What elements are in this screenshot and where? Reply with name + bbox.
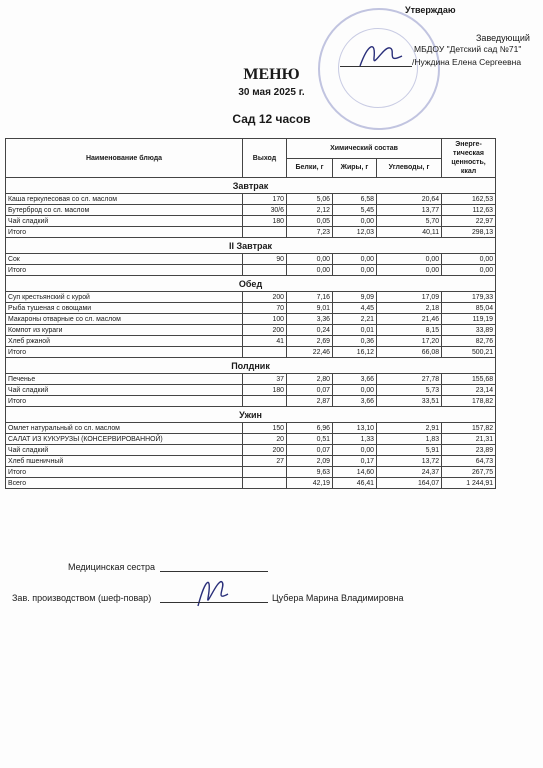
dish-output: 20	[243, 434, 287, 445]
table-row	[6, 385, 496, 396]
energy-value: 82,76	[442, 336, 496, 347]
dish-output: 170	[243, 194, 287, 205]
fat-value: 6,58	[333, 194, 377, 205]
protein-value: 9,01	[287, 303, 333, 314]
table-row	[6, 336, 496, 347]
section-title: II Завтрак	[6, 238, 496, 254]
table-row	[6, 456, 496, 467]
section-header-row	[6, 276, 496, 292]
fat-value: 0,01	[333, 325, 377, 336]
dish-output	[243, 467, 287, 478]
fat-value: 2,21	[333, 314, 377, 325]
section-title: Полдник	[6, 358, 496, 374]
energy-value: 179,33	[442, 292, 496, 303]
carbs-value: 13,77	[377, 205, 442, 216]
energy-value: 0,00	[442, 265, 496, 276]
carbs-value: 0,00	[377, 265, 442, 276]
protein-value: 3,36	[287, 314, 333, 325]
section-header-row	[6, 178, 496, 194]
dish-output: 200	[243, 445, 287, 456]
carbs-value: 0,00	[377, 254, 442, 265]
energy-value: 22,97	[442, 216, 496, 227]
dish-output: 30/6	[243, 205, 287, 216]
dish-name: Бутерброд со сл. маслом	[6, 205, 243, 216]
protein-value: 42,19	[287, 478, 333, 489]
energy-value: 1 244,91	[442, 478, 496, 489]
header-chemical: Химический состав	[287, 139, 442, 159]
chef-label: Зав. производством (шеф-повар)	[12, 593, 152, 603]
approval-name: /Нуждина Елена Сергеевна	[412, 57, 522, 67]
section-header-row	[6, 358, 496, 374]
dish-output: 100	[243, 314, 287, 325]
energy-value: 33,89	[442, 325, 496, 336]
dish-output: 180	[243, 216, 287, 227]
protein-value: 7,23	[287, 227, 333, 238]
dish-output: 200	[243, 325, 287, 336]
fat-value: 5,45	[333, 205, 377, 216]
group-name: Сад 12 часов	[232, 112, 311, 126]
table-row	[6, 205, 496, 216]
dish-output: 27	[243, 456, 287, 467]
dish-name: Чай сладкий	[6, 385, 243, 396]
fat-value: 0,36	[333, 336, 377, 347]
energy-value: 64,73	[442, 456, 496, 467]
page-title: МЕНЮ	[243, 66, 300, 83]
fat-value: 3,66	[333, 396, 377, 407]
carbs-value: 1,83	[377, 434, 442, 445]
carbs-value: 5,73	[377, 385, 442, 396]
fat-value: 0,00	[333, 445, 377, 456]
section-header-row	[6, 407, 496, 423]
carbs-value: 8,15	[377, 325, 442, 336]
fat-value: 0,00	[333, 216, 377, 227]
dish-name: Сок	[6, 254, 243, 265]
protein-value: 0,24	[287, 325, 333, 336]
carbs-value: 17,09	[377, 292, 442, 303]
table-row	[6, 434, 496, 445]
table-row	[6, 216, 496, 227]
protein-value: 2,87	[287, 396, 333, 407]
table-row	[6, 423, 496, 434]
protein-value: 0,00	[287, 265, 333, 276]
energy-value: 500,21	[442, 347, 496, 358]
dish-name: Омлет натуральный со сл. маслом	[6, 423, 243, 434]
protein-value: 5,06	[287, 194, 333, 205]
table-row	[6, 292, 496, 303]
fat-value: 3,66	[333, 374, 377, 385]
fat-value: 4,45	[333, 303, 377, 314]
energy-value: 112,63	[442, 205, 496, 216]
carbs-value: 66,08	[377, 347, 442, 358]
header-fat: Жиры, г	[333, 158, 377, 178]
section-title: Завтрак	[6, 178, 496, 194]
section-header-row	[6, 238, 496, 254]
fat-value: 0,00	[333, 265, 377, 276]
dish-output	[243, 478, 287, 489]
protein-value: 22,46	[287, 347, 333, 358]
dish-output	[243, 227, 287, 238]
dish-output: 70	[243, 303, 287, 314]
dish-name: Чай сладкий	[6, 216, 243, 227]
carbs-value: 40,11	[377, 227, 442, 238]
table-row	[6, 445, 496, 456]
header-protein: Белки, г	[287, 158, 333, 178]
energy-value: 23,14	[442, 385, 496, 396]
protein-value: 2,80	[287, 374, 333, 385]
nurse-signature-line	[160, 571, 268, 572]
approval-role: Заведующий	[476, 33, 530, 43]
protein-value: 6,96	[287, 423, 333, 434]
table-row	[6, 374, 496, 385]
fat-value: 16,12	[333, 347, 377, 358]
energy-value: 85,04	[442, 303, 496, 314]
energy-value: 298,13	[442, 227, 496, 238]
energy-value: 23,89	[442, 445, 496, 456]
energy-value: 155,68	[442, 374, 496, 385]
carbs-value: 27,78	[377, 374, 442, 385]
table-row	[6, 265, 496, 276]
protein-value: 2,12	[287, 205, 333, 216]
energy-value: 162,53	[442, 194, 496, 205]
menu-date: 30 мая 2025 г.	[238, 87, 305, 98]
nurse-label: Медицинская сестра	[68, 562, 155, 572]
dish-name: Хлеб ржаной	[6, 336, 243, 347]
table-row	[6, 467, 496, 478]
protein-value: 9,63	[287, 467, 333, 478]
carbs-value: 13,72	[377, 456, 442, 467]
dish-output: 41	[243, 336, 287, 347]
carbs-value: 33,51	[377, 396, 442, 407]
protein-value: 0,07	[287, 385, 333, 396]
dish-name: Макароны отварные со сл. маслом	[6, 314, 243, 325]
fat-value: 0,00	[333, 254, 377, 265]
dish-output: 200	[243, 292, 287, 303]
table-row	[6, 227, 496, 238]
table-row	[6, 396, 496, 407]
dish-name: Итого	[6, 227, 243, 238]
table-row	[6, 314, 496, 325]
chef-name: Цубера Марина Владимировна	[272, 593, 404, 603]
header-dish-name: Наименование блюда	[6, 139, 243, 178]
dish-output: 37	[243, 374, 287, 385]
energy-value: 0,00	[442, 254, 496, 265]
table-row	[6, 303, 496, 314]
dish-output	[243, 265, 287, 276]
fat-value: 46,41	[333, 478, 377, 489]
carbs-value: 164,07	[377, 478, 442, 489]
section-title: Обед	[6, 276, 496, 292]
fat-value: 1,33	[333, 434, 377, 445]
table-row	[6, 325, 496, 336]
dish-output	[243, 396, 287, 407]
dish-name: САЛАТ ИЗ КУКУРУЗЫ (КОНСЕРВИРОВАННОЙ)	[6, 434, 243, 445]
fat-value: 14,60	[333, 467, 377, 478]
energy-value: 157,82	[442, 423, 496, 434]
dish-name: Рыба тушеная с овощами	[6, 303, 243, 314]
fat-value: 9,09	[333, 292, 377, 303]
carbs-value: 2,91	[377, 423, 442, 434]
protein-value: 7,16	[287, 292, 333, 303]
fat-value: 12,03	[333, 227, 377, 238]
table-row	[6, 254, 496, 265]
energy-value: 119,19	[442, 314, 496, 325]
dish-output	[243, 347, 287, 358]
carbs-value: 20,64	[377, 194, 442, 205]
dish-output: 180	[243, 385, 287, 396]
carbs-value: 5,91	[377, 445, 442, 456]
fat-value: 13,10	[333, 423, 377, 434]
menu-table	[5, 138, 496, 489]
carbs-value: 24,37	[377, 467, 442, 478]
header-energy: Энерге-тическая ценность, ккал	[442, 139, 496, 178]
section-title: Ужин	[6, 407, 496, 423]
carbs-value: 2,18	[377, 303, 442, 314]
fat-value: 0,17	[333, 456, 377, 467]
approval-title: Утверждаю	[405, 5, 456, 15]
dish-name: Итого	[6, 347, 243, 358]
dish-name: Итого	[6, 467, 243, 478]
carbs-value: 5,70	[377, 216, 442, 227]
dish-output: 90	[243, 254, 287, 265]
chef-signature	[192, 572, 232, 612]
energy-value: 267,75	[442, 467, 496, 478]
dish-name: Печенье	[6, 374, 243, 385]
energy-value: 21,31	[442, 434, 496, 445]
approval-org: МБДОУ "Детский сад №71"	[414, 44, 522, 54]
protein-value: 0,51	[287, 434, 333, 445]
dish-name: Суп крестьянский с курой	[6, 292, 243, 303]
dish-name: Итого	[6, 265, 243, 276]
header-output: Выход	[243, 139, 287, 178]
dish-name: Всего	[6, 478, 243, 489]
header-carbs: Углеводы, г	[377, 158, 442, 178]
dish-name: Итого	[6, 396, 243, 407]
chef-signature-line	[160, 602, 268, 603]
carbs-value: 17,20	[377, 336, 442, 347]
table-row	[6, 478, 496, 489]
dish-name: Хлеб пшеничный	[6, 456, 243, 467]
table-row	[6, 347, 496, 358]
energy-value: 178,82	[442, 396, 496, 407]
carbs-value: 21,46	[377, 314, 442, 325]
protein-value: 0,05	[287, 216, 333, 227]
fat-value: 0,00	[333, 385, 377, 396]
dish-output: 150	[243, 423, 287, 434]
table-row	[6, 194, 496, 205]
protein-value: 0,07	[287, 445, 333, 456]
protein-value: 0,00	[287, 254, 333, 265]
protein-value: 2,09	[287, 456, 333, 467]
dish-name: Чай сладкий	[6, 445, 243, 456]
protein-value: 2,69	[287, 336, 333, 347]
dish-name: Компот из кураги	[6, 325, 243, 336]
dish-name: Каша геркулесовая со сл. маслом	[6, 194, 243, 205]
